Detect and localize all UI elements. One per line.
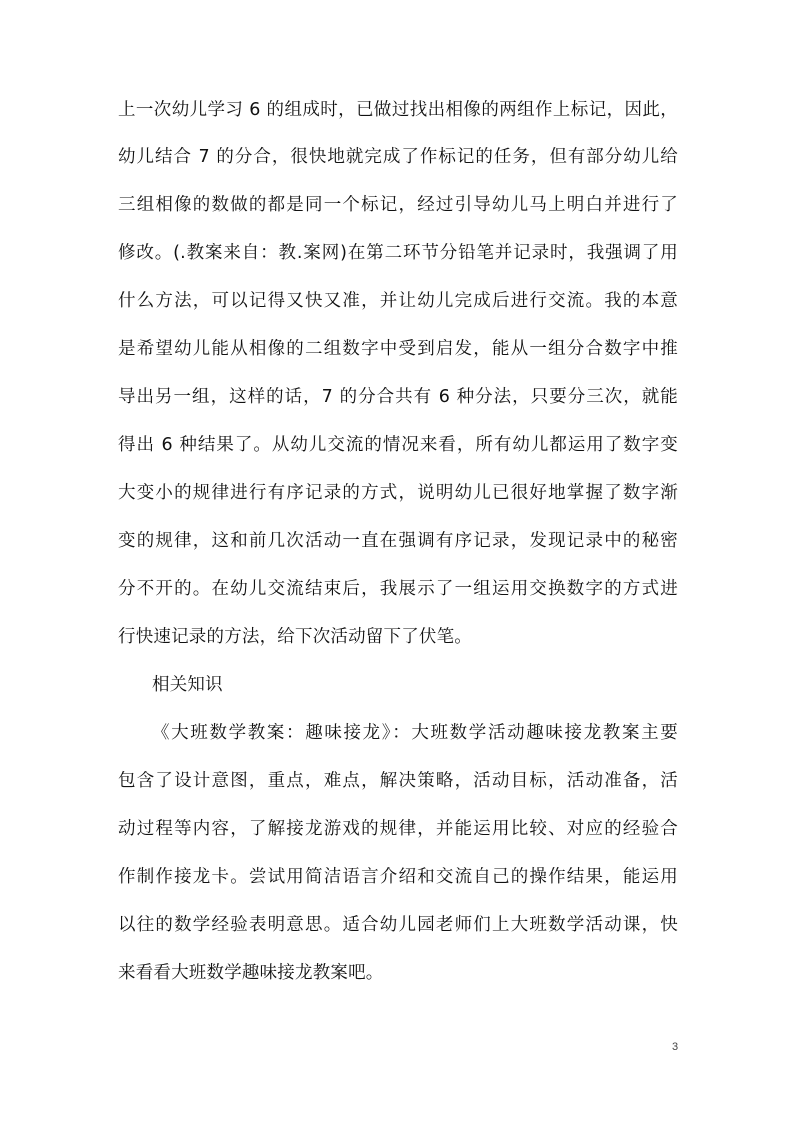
- paragraph-2-line: 包含了设计意图，重点，难点，解决策略，活动目标，活动准备，活: [118, 771, 678, 791]
- paragraph-1-line: 大变小的规律进行有序记录的方式，说明幼儿已很好地掌握了数字渐: [118, 483, 678, 503]
- paragraph-1-line: 得出 6 种结果了。从幼儿交流的情况来看，所有幼儿都运用了数字变: [118, 435, 678, 455]
- paragraph-1-line: 行快速记录的方法，给下次活动留下了伏笔。: [118, 627, 472, 647]
- paragraph-2-line: 来看看大班数学趣味接龙教案吧。: [118, 963, 384, 983]
- paragraph-1-line: 修改。(.教案来自：教.案网)在第二环节分铅笔并记录时，我强调了用: [118, 243, 678, 263]
- paragraph-1-line: 变的规律，这和前几次活动一直在强调有序记录，发现记录中的秘密: [118, 531, 678, 551]
- paragraph-2-line: 以往的数学经验表明意思。适合幼儿园老师们上大班数学活动课，快: [118, 915, 678, 935]
- paragraph-1-line: 上一次幼儿学习 6 的组成时，已做过找出相像的两组作上标记，因此，: [118, 100, 678, 120]
- paragraph-1-line: 分不开的。在幼儿交流结束后，我展示了一组运用交换数字的方式进: [118, 579, 678, 599]
- paragraph-1-line: 三组相像的数做的都是同一个标记，经过引导幼儿马上明白并进行了: [118, 195, 678, 215]
- section-heading: 相关知识: [152, 675, 223, 695]
- paragraph-2-line: 《大班数学教案：趣味接龙》：大班数学活动趣味接龙教案主要: [152, 723, 678, 743]
- paragraph-1-line: 导出另一组，这样的话，7 的分合共有 6 种分法，只要分三次，就能: [118, 387, 678, 407]
- paragraph-1-line: 是希望幼儿能从相像的二组数字中受到启发，能从一组分合数字中推: [118, 339, 678, 359]
- paragraph-1-line: 幼儿结合 7 的分合，很快地就完成了作标记的任务，但有部分幼儿给: [118, 147, 678, 167]
- paragraph-1-line: 什么方法，可以记得又快又准，并让幼儿完成后进行交流。我的本意: [118, 291, 678, 311]
- page-number: 3: [672, 1041, 679, 1053]
- paragraph-2-line: 作制作接龙卡。尝试用简洁语言介绍和交流自己的操作结果，能运用: [118, 867, 678, 887]
- paragraph-2-line: 动过程等内容，了解接龙游戏的规律，并能运用比较、对应的经验合: [118, 819, 678, 839]
